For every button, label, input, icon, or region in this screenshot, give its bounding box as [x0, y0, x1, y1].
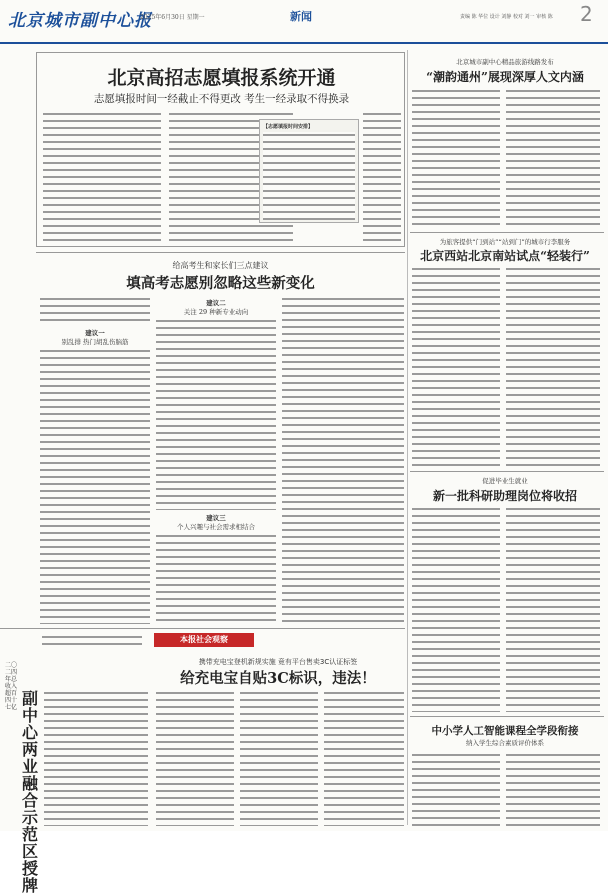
r2-title: 北京西站北京南站试点“轻装行”	[420, 249, 590, 263]
article2-col2	[156, 318, 276, 510]
r2-col1	[412, 266, 500, 466]
r3-kicker: 促进毕业生就业	[482, 477, 528, 485]
r3-col2	[506, 506, 600, 712]
section-name: 新闻	[290, 10, 312, 23]
r3-col1	[412, 506, 500, 712]
bottom-col1	[156, 690, 234, 826]
masthead	[0, 0, 608, 44]
r3-title: 新一批科研助理岗位将收招	[432, 489, 577, 503]
r2-kicker: 为旅客提供“门到站”“站到门”的城市行李服务	[439, 238, 571, 246]
section-band-label: 本报社会观察	[180, 635, 228, 644]
article2-subhead1: 建议一	[85, 329, 105, 337]
r4-subtitle: 纳入学生综合素质评价体系	[466, 739, 544, 747]
feature-body-col3	[363, 111, 401, 243]
r1-col2	[506, 88, 600, 228]
column-divider	[407, 50, 408, 825]
article2-subhead3: 建议三	[206, 514, 226, 522]
r1-title: “潮韵通州”展现深厚人文内涵	[426, 70, 584, 84]
bottom-col3	[324, 690, 404, 826]
vertical-title-line: 二〇二四年总收入超百四十七亿	[4, 662, 17, 711]
r1-col1	[412, 88, 500, 228]
r4-col1	[412, 752, 500, 826]
divider	[36, 252, 405, 253]
article2-title: 填高考志愿别忽略这些新变化	[126, 275, 315, 292]
paper-name: 北京城市副中心报	[8, 11, 152, 31]
vertical-article-lead	[42, 634, 142, 648]
schedule-list	[263, 132, 355, 220]
divider	[0, 628, 405, 629]
article2-lead	[40, 296, 150, 324]
schedule-heading: 【志愿填报时间安排】	[263, 124, 314, 130]
article2-col3	[282, 296, 404, 624]
r1-kicker: 北京城市副中心精品旅游线路发布	[456, 58, 554, 66]
bottom-kicker: 携带充电宝登机新规实施 竟有平台售卖3C认证标签	[198, 658, 358, 666]
r4-col2	[506, 752, 600, 826]
vertical-article-body	[44, 690, 148, 826]
editors-line: 责编 陈 华位 设计 刘静 校对 刘一 审核 陈	[460, 14, 553, 20]
feature-body-col1	[43, 111, 161, 243]
page-number: 2	[580, 2, 593, 26]
vertical-headline: 副中心两业融合示范区授牌	[21, 689, 38, 895]
article2-subhead1-text: 别乱排 热门胡乱伤脑筋	[61, 338, 129, 346]
article2-subhead2-text: 关注 29 种新专业动向	[183, 308, 249, 316]
divider	[410, 471, 604, 472]
date-line: 2025年6月30日 星期一	[140, 14, 205, 21]
schedule-box	[259, 119, 359, 223]
article2-col1	[40, 348, 150, 624]
r2-col2	[506, 266, 600, 466]
feature-title: 北京高招志愿填报系统开通	[107, 67, 336, 89]
bottom-col2	[240, 690, 318, 826]
divider	[410, 232, 604, 233]
bottom-title: 给充电宝自贴3C标识，违法！	[180, 670, 376, 687]
divider	[410, 716, 604, 717]
feature-article	[36, 52, 405, 247]
feature-subtitle: 志愿填报时间一经截止不得更改 考生一经录取不得换录	[93, 93, 350, 105]
r4-title: 中小学人工智能课程全学段衔接	[431, 725, 579, 737]
article2-subhead3-text: 个人兴趣与社会需求相结合	[177, 523, 255, 531]
article2-col2b	[156, 533, 276, 624]
article2-subhead2: 建议二	[206, 299, 226, 307]
article2-kicker: 给高考生和家长们三点建议	[172, 261, 269, 270]
